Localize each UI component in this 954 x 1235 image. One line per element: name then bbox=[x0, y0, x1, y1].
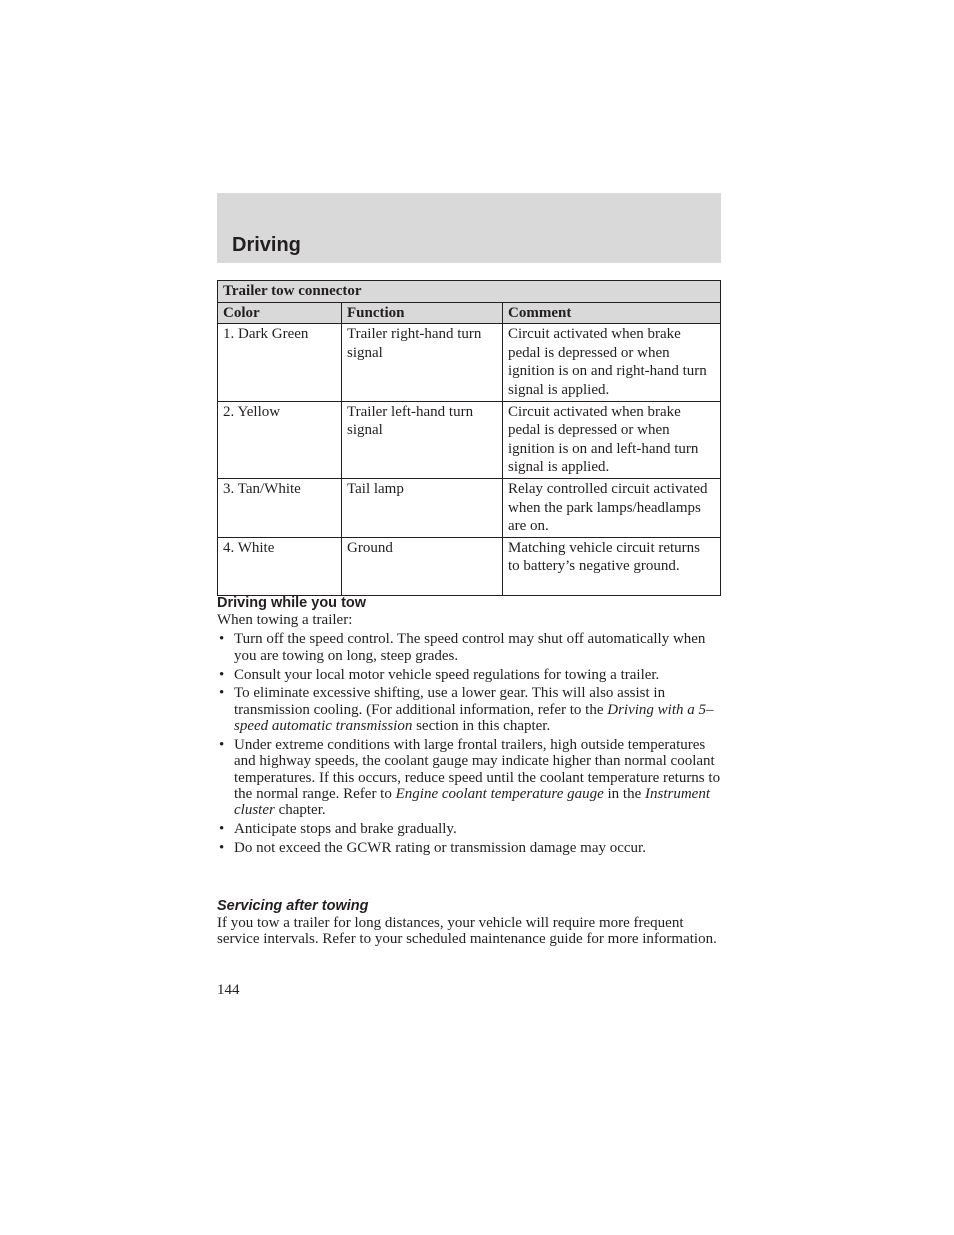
towing-heading: Driving while you tow bbox=[217, 595, 367, 611]
towing-section bbox=[217, 594, 727, 858]
trailer-connector-table bbox=[217, 280, 721, 596]
column-header-color: Color bbox=[218, 302, 342, 324]
servicing-body: If you tow a trailer for long distances, your vehicle will require more frequent service intervals. Refer to your scheduled maintenance guide for more information. bbox=[217, 915, 717, 948]
table-caption: Trailer tow connector bbox=[218, 281, 721, 303]
bullet-icon: • bbox=[219, 821, 225, 838]
page-number: 144 bbox=[217, 982, 240, 998]
cross-reference: Instrument cluster bbox=[234, 785, 711, 819]
list-item: • To eliminate excessive shifting, use a lower gear. This will also assist in transmission cooling. (For additional information, refer to the Driving with a 5–speed automatic transmission section in this chapter. bbox=[219, 685, 714, 735]
cell-comment: Relay controlled circuit activated when the park lamps/headlamps are on. bbox=[503, 478, 721, 537]
cross-reference: Driving with a 5–speed automatic transmission bbox=[234, 701, 714, 735]
list-item: • Do not exceed the GCWR rating or transmission damage may occur. bbox=[219, 839, 646, 856]
cell-color: 1. Dark Green bbox=[218, 324, 342, 401]
cell-color: 4. White bbox=[218, 537, 342, 595]
bullet-icon: • bbox=[219, 631, 225, 648]
towing-intro: When towing a trailer: bbox=[217, 612, 353, 628]
cell-comment: Circuit activated when brake pedal is depressed or when ignition is on and left-hand turn signal is applied. bbox=[503, 401, 721, 478]
cross-reference: Engine coolant temperature gauge bbox=[395, 785, 604, 802]
bullet-icon: • bbox=[219, 685, 225, 702]
cell-function: Tail lamp bbox=[342, 478, 503, 537]
table-row bbox=[218, 401, 721, 478]
servicing-heading: Servicing after towing bbox=[217, 898, 369, 914]
cell-comment: Circuit activated when brake pedal is depressed or when ignition is on and right-hand turn signal is applied. bbox=[503, 324, 721, 401]
column-header-comment: Comment bbox=[503, 302, 721, 324]
bullet-icon: • bbox=[219, 839, 225, 856]
list-item: • Turn off the speed control. The speed control may shut off automatically when you are towing on long, steep grades. bbox=[219, 631, 706, 664]
table-row bbox=[218, 324, 721, 401]
towing-bullet-list bbox=[217, 631, 727, 856]
cell-function: Trailer right-hand turn signal bbox=[342, 324, 503, 401]
table-row bbox=[218, 537, 721, 595]
section-header-band bbox=[217, 193, 721, 263]
cell-color: 3. Tan/White bbox=[218, 478, 342, 537]
cell-function: Trailer left-hand turn signal bbox=[342, 401, 503, 478]
cell-color: 2. Yellow bbox=[218, 401, 342, 478]
bullet-icon: • bbox=[219, 736, 225, 753]
cell-function: Ground bbox=[342, 537, 503, 595]
cell-comment: Matching vehicle circuit returns to battery’s negative ground. bbox=[503, 537, 721, 595]
list-item: • Consult your local motor vehicle speed regulations for towing a trailer. bbox=[219, 666, 660, 683]
servicing-section bbox=[217, 897, 727, 948]
list-item: • Under extreme conditions with large frontal trailers, high outside temperatures and highway speeds, the coolant gauge may indicate higher than normal coolant temperatures. If this occurs, reduce speed until the coolant temperature returns to the normal range. Refer to Engine coolant temperature gauge in the Instrument cluster chapter. bbox=[219, 736, 721, 819]
list-item: • Anticipate stops and brake gradually. bbox=[219, 821, 457, 838]
table-row bbox=[218, 478, 721, 537]
column-header-function: Function bbox=[342, 302, 503, 324]
bullet-icon: • bbox=[219, 666, 225, 683]
section-title: Driving bbox=[232, 234, 301, 256]
